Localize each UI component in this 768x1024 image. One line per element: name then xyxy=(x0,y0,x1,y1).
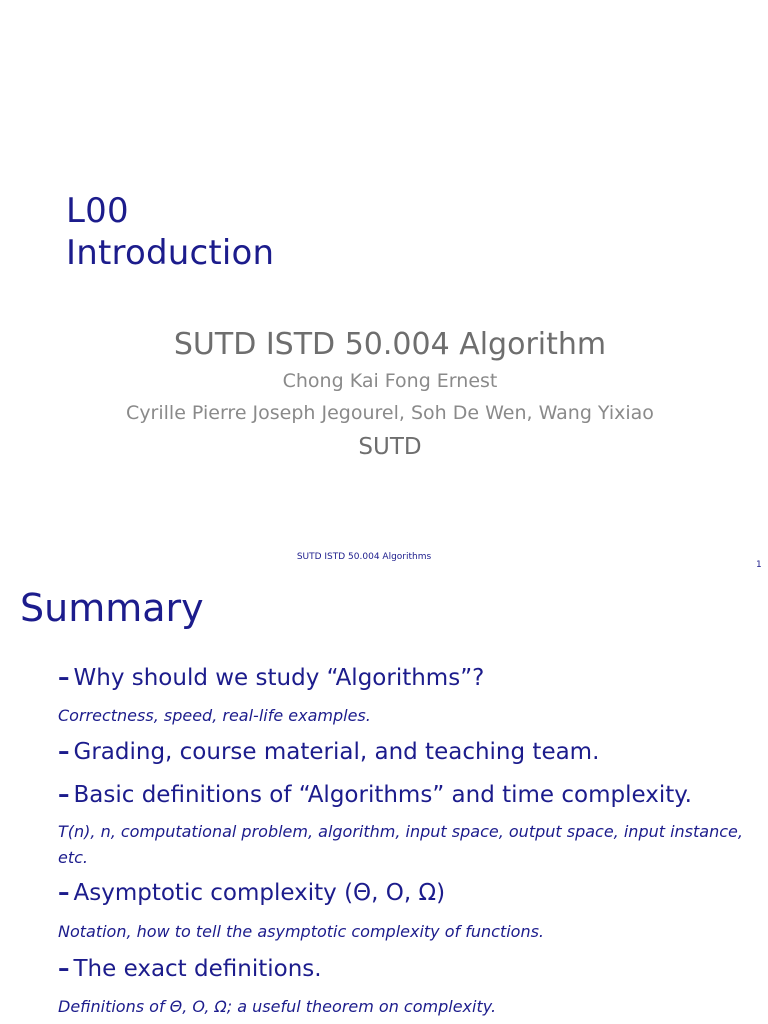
course-name: SUTD ISTD 50.004 Algorithm xyxy=(173,327,607,362)
slide-footer: SUTD ISTD 50.004 Algorithms xyxy=(296,552,432,562)
summary-item xyxy=(58,665,484,691)
summary-item-text: Asymptotic complexity (Θ, O, Ω) xyxy=(73,880,446,906)
author-line-2: Cyrille Pierre Joseph Jegourel, Soh De Wen, Wang Yixiao xyxy=(126,402,654,424)
summary-item-note: Notation, how to tell the asymptotic complexity of functions. xyxy=(58,922,545,941)
author-line-1: Chong Kai Fong Ernest xyxy=(282,370,498,392)
summary-item-text: Why should we study “Algorithms”? xyxy=(73,665,485,691)
lecture-title: Introduction xyxy=(66,233,275,273)
dash-bullet: – xyxy=(58,956,70,982)
school-name: SUTD xyxy=(358,434,422,460)
lecture-heading xyxy=(66,190,274,274)
summary-item xyxy=(58,956,322,982)
summary-item-text: Grading, course material, and teaching team. xyxy=(73,739,600,765)
summary-item xyxy=(58,880,445,906)
summary-item-note: Correctness, speed, real-life examples. xyxy=(58,706,371,725)
summary-item-note: T(n), n, computational problem, algorithm, input space, output space, input instance, etc. xyxy=(58,822,743,867)
summary-slide xyxy=(0,576,768,1024)
dash-bullet: – xyxy=(58,880,70,906)
summary-item-text: The exact definitions. xyxy=(73,956,322,982)
dash-bullet: – xyxy=(58,665,70,691)
dash-bullet: – xyxy=(58,739,70,765)
dash-bullet: – xyxy=(58,782,70,808)
summary-item-text: Basic definitions of “Algorithms” and time complexity. xyxy=(73,782,692,808)
summary-item xyxy=(58,782,692,808)
summary-title: Summary xyxy=(20,586,204,630)
summary-item-note: Definitions of Θ, O, Ω; a useful theorem on complexity. xyxy=(58,997,497,1016)
page-number: 1 xyxy=(756,560,762,570)
lecture-code: L00 xyxy=(66,191,129,231)
summary-item xyxy=(58,739,599,765)
